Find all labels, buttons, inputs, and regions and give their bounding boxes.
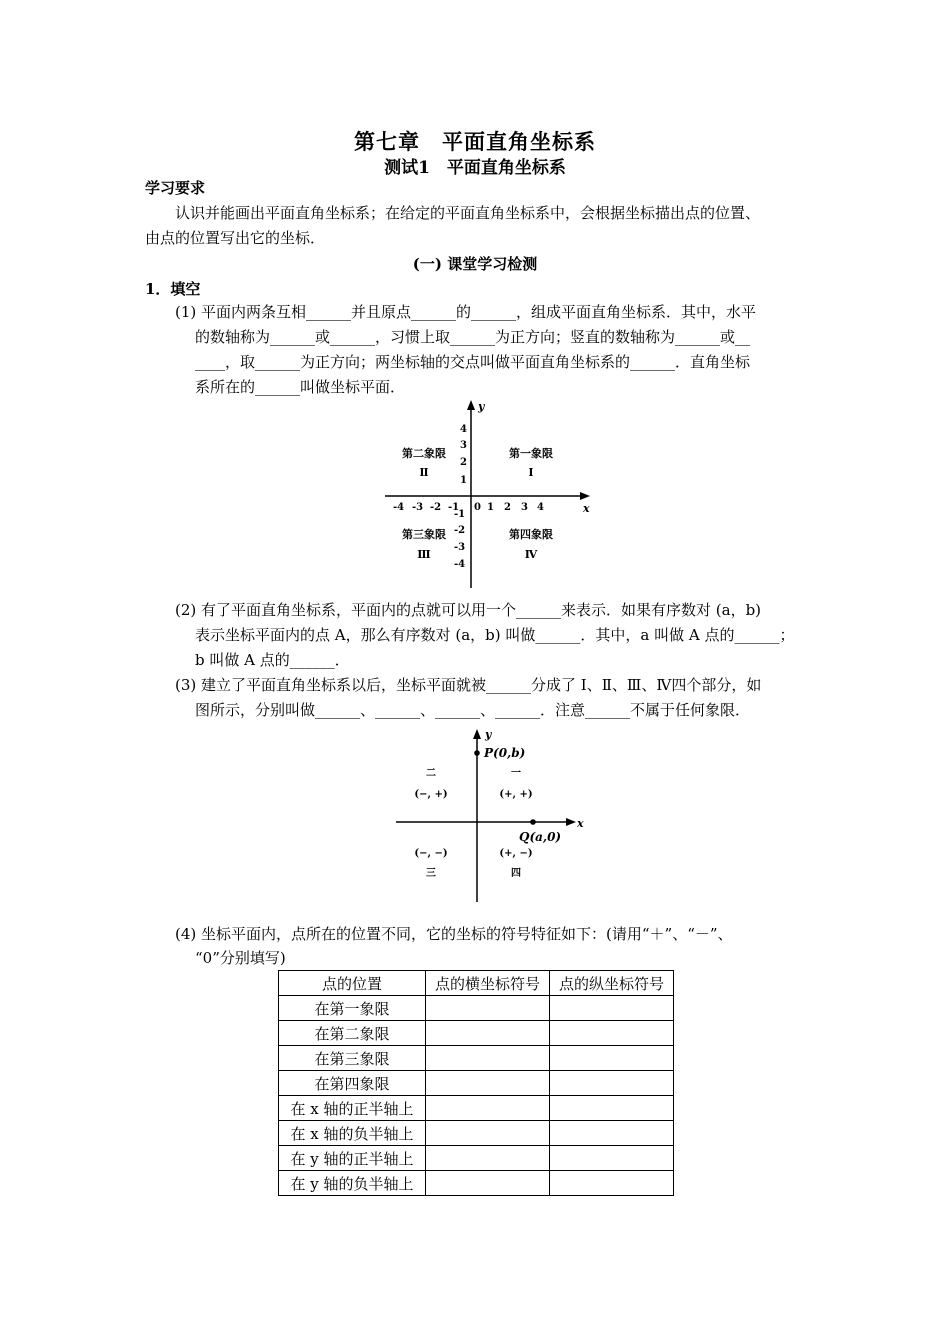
y-sign-cell[interactable] xyxy=(550,1146,674,1171)
x-sign-cell[interactable] xyxy=(426,996,550,1021)
x-arrow-icon xyxy=(580,492,590,500)
x-sign-cell[interactable] xyxy=(426,1021,550,1046)
table-row xyxy=(279,996,674,1021)
part-1-line-3: ____，取______为正方向；两坐标轴的交点叫做平面直角坐标系的______．直角坐标 xyxy=(195,353,751,371)
quadrant-2-sign: (−, +) xyxy=(414,789,448,800)
quadrant-4-sign: (+, −) xyxy=(499,848,533,859)
y-sign-cell[interactable] xyxy=(550,1121,674,1146)
y-tick: 3 xyxy=(460,440,467,451)
table-header: 点的横坐标符号 xyxy=(426,971,550,996)
part-2-line-1: (2) 有了平面直角坐标系，平面内的点就可以用一个______来表示．如果有序数对 (a，b) xyxy=(175,601,762,619)
row-label: 在第三象限 xyxy=(279,1046,426,1071)
x-tick: 0 xyxy=(474,502,481,513)
row-label: 在第一象限 xyxy=(279,996,426,1021)
quadrant-1-label: 一 xyxy=(511,768,521,779)
y-tick: -4 xyxy=(454,559,466,570)
coordinate-figure-2 xyxy=(393,724,588,904)
point-p xyxy=(474,750,480,756)
x-sign-cell[interactable] xyxy=(426,1071,550,1096)
table-row xyxy=(279,1021,674,1046)
x-arrow-icon xyxy=(566,818,576,826)
part-3-line-1: (3) 建立了平面直角坐标系以后，坐标平面就被______分成了 Ⅰ、Ⅱ、Ⅲ、Ⅳ四个部分，如 xyxy=(175,676,762,694)
question-1-heading: 1．填空 xyxy=(145,280,201,298)
chapter-title: 第七章 平面直角坐标系 xyxy=(354,129,596,154)
y-sign-cell[interactable] xyxy=(550,1046,674,1071)
quadrant-4-label: 四 xyxy=(511,868,521,879)
quadrant-3-number: Ⅲ xyxy=(417,548,431,561)
row-label: 在第四象限 xyxy=(279,1071,426,1096)
table-header: 点的纵坐标符号 xyxy=(550,971,674,996)
x-sign-cell[interactable] xyxy=(426,1171,550,1196)
table-row xyxy=(279,1121,674,1146)
quadrant-3-label: 第三象限 xyxy=(402,528,446,541)
part-2-line-2: 表示坐标平面内的点 A，那么有序数对 (a，b) 叫做______．其中，a 叫做 A 点的______； xyxy=(195,626,795,644)
x-axis-label: x xyxy=(577,817,584,830)
x-tick: -1 xyxy=(448,502,460,513)
row-label: 在 y 轴的负半轴上 xyxy=(279,1171,426,1196)
x-tick: -4 xyxy=(393,502,405,513)
quadrant-3-label: 三 xyxy=(426,868,436,879)
part-4-line-1: (4) 坐标平面内，点所在的位置不同，它的坐标的符号特征如下：(请用“＋”、“－”、 xyxy=(175,925,733,943)
row-label: 在第二象限 xyxy=(279,1021,426,1046)
x-tick: 2 xyxy=(504,502,511,513)
y-sign-cell[interactable] xyxy=(550,1171,674,1196)
point-p-label: P(0,b) xyxy=(484,746,526,760)
x-sign-cell[interactable] xyxy=(426,1046,550,1071)
y-arrow-icon xyxy=(467,400,475,410)
y-sign-cell[interactable] xyxy=(550,1021,674,1046)
x-sign-cell[interactable] xyxy=(426,1096,550,1121)
y-axis-label: y xyxy=(478,400,485,413)
x-tick: 4 xyxy=(537,502,544,513)
table-row xyxy=(279,1096,674,1121)
quadrant-1-label: 第一象限 xyxy=(509,447,553,460)
test-title: 测试1 平面直角坐标系 xyxy=(384,158,566,178)
part-4-line-2: “0”分别填写) xyxy=(195,949,286,967)
x-sign-cell[interactable] xyxy=(426,1121,550,1146)
table-row xyxy=(279,1171,674,1196)
row-label: 在 x 轴的正半轴上 xyxy=(279,1096,426,1121)
table-row xyxy=(279,1046,674,1071)
sign-table xyxy=(278,970,674,1196)
y-tick: -3 xyxy=(454,542,466,553)
quadrant-1-number: Ⅰ xyxy=(528,466,534,479)
y-tick: 4 xyxy=(460,424,467,435)
table-header: 点的位置 xyxy=(279,971,426,996)
y-arrow-icon xyxy=(473,729,481,739)
part-1-line-2: 的数轴称为______或______，习惯上取______为正方向；竖直的数轴称为______或__ xyxy=(195,328,751,346)
quadrant-2-number: Ⅱ xyxy=(419,466,429,479)
point-q-label: Q(a,0) xyxy=(519,830,562,844)
y-sign-cell[interactable] xyxy=(550,1071,674,1096)
row-label: 在 x 轴的负半轴上 xyxy=(279,1121,426,1146)
table-row xyxy=(279,1071,674,1096)
row-label: 在 y 轴的正半轴上 xyxy=(279,1146,426,1171)
requirements-text-1: 认识并能画出平面直角坐标系；在给定的平面直角坐标系中，会根据坐标描出点的位置、 xyxy=(175,204,761,222)
quadrant-3-sign: (−, −) xyxy=(414,848,448,859)
y-axis-label: y xyxy=(485,728,492,741)
coordinate-figure-1 xyxy=(380,396,600,592)
x-tick: 3 xyxy=(521,502,528,513)
part-3-line-2: 图所示，分别叫做______、______、______、______．注意______不属于任何象限． xyxy=(195,701,751,719)
y-sign-cell[interactable] xyxy=(550,1096,674,1121)
part-1-line-1: (1) 平面内两条互相______并且原点______的______，组成平面直角坐标系．其中，水平 xyxy=(175,303,757,321)
x-sign-cell[interactable] xyxy=(426,1146,550,1171)
section-heading: (一) 课堂学习检测 xyxy=(412,255,538,273)
y-tick: 1 xyxy=(460,475,467,486)
part-2-line-3: b 叫做 A 点的______． xyxy=(195,651,350,669)
quadrant-2-label: 二 xyxy=(426,768,436,779)
quadrant-4-number: Ⅳ xyxy=(524,548,538,561)
requirements-text-2: 由点的位置写出它的坐标． xyxy=(145,229,326,247)
y-tick: -2 xyxy=(454,525,466,536)
quadrant-4-label: 第四象限 xyxy=(509,528,553,541)
x-tick: -2 xyxy=(430,502,442,513)
table-row xyxy=(279,1146,674,1171)
point-q xyxy=(530,819,536,825)
y-tick: -1 xyxy=(454,509,466,520)
requirements-heading: 学习要求 xyxy=(145,179,206,197)
x-tick: 1 xyxy=(487,502,494,513)
quadrant-2-label: 第二象限 xyxy=(402,447,446,460)
x-tick: -3 xyxy=(412,502,424,513)
x-axis-label: x xyxy=(583,502,590,515)
quadrant-1-sign: (+, +) xyxy=(499,789,533,800)
part-1-line-4: 系所在的______叫做坐标平面． xyxy=(195,378,406,396)
y-sign-cell[interactable] xyxy=(550,996,674,1021)
y-tick: 2 xyxy=(460,457,467,468)
